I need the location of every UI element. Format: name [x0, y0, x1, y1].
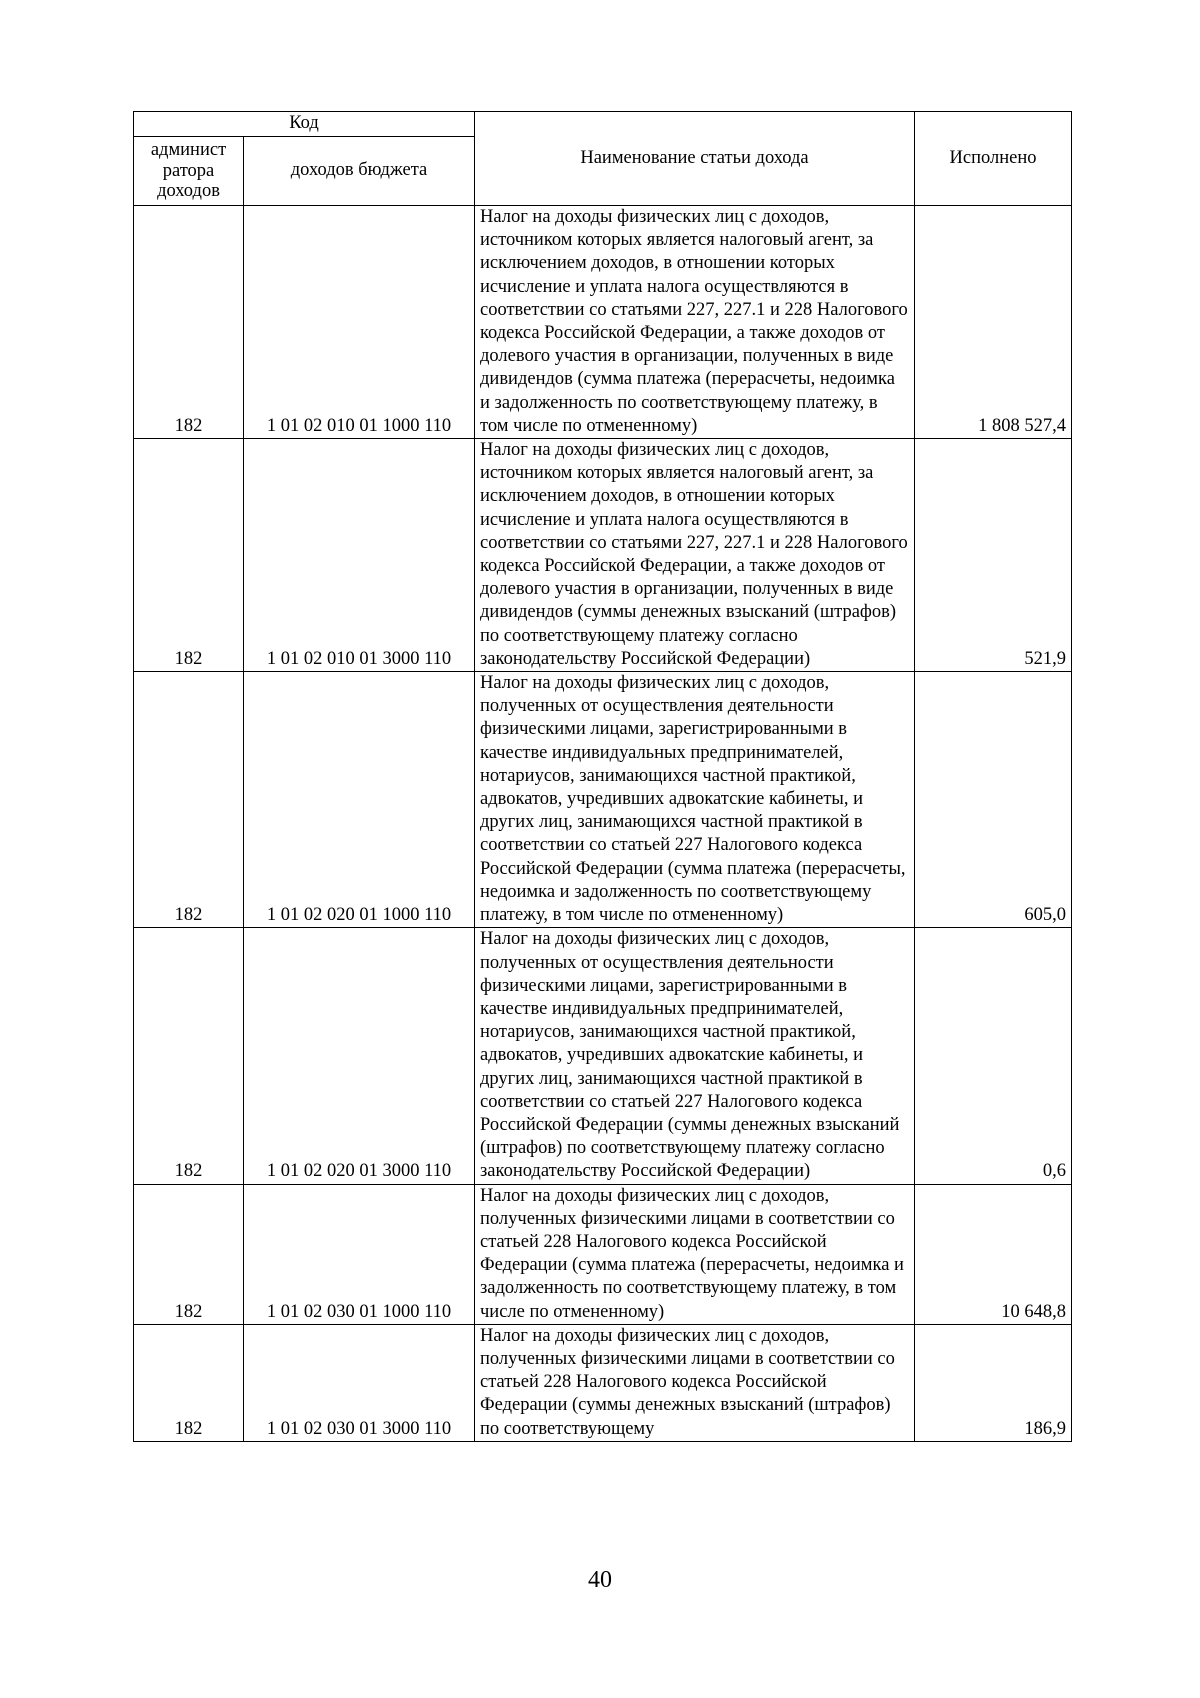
admin-code-cell: 182	[134, 1184, 244, 1324]
budget-code-column-header: доходов бюджета	[244, 137, 475, 206]
admin-code-cell: 182	[134, 439, 244, 672]
table-row	[134, 672, 1072, 928]
admin-code-cell: 182	[134, 1324, 244, 1441]
revenue-name-cell: Налог на доходы физических лиц с доходов, полученных от осуществления деятельности физическими лицами, зарегистрированными в качестве индивидуальных предпринимателей, нотариусов, занимающихся частной практикой, адвокатов, учредивших адвокатские кабинеты, и других лиц, занимающихся частной практикой в соответствии со статьей 227 Налогового кодекса Российской Федерации (суммы денежных взысканий (штрафов) по соответствующему платежу согласно законодательству Российской Федерации)	[475, 928, 915, 1184]
amount-cell: 10 648,8	[915, 1184, 1072, 1324]
amount-cell: 0,6	[915, 928, 1072, 1184]
revenue-name-cell: Налог на доходы физических лиц с доходов, источником которых является налоговый агент, за исключением доходов, в отношении которых исчисление и уплата налога осуществляются в соответствии со статьями 227, 227.1 и 228 Налогового кодекса Российской Федерации, а также доходов от долевого участия в организации, полученных в виде дивидендов (суммы денежных взысканий (штрафов) по соответствующему платежу согласно законодательству Российской Федерации)	[475, 439, 915, 672]
table-row	[134, 439, 1072, 672]
page-number: 40	[588, 1567, 612, 1593]
budget-code-cell: 1 01 02 010 01 1000 110	[244, 206, 475, 439]
revenue-name-cell: Налог на доходы физических лиц с доходов, источником которых является налоговый агент, за исключением доходов, в отношении которых исчисление и уплата налога осуществляются в соответствии со статьями 227, 227.1 и 228 Налогового кодекса Российской Федерации, а также доходов от долевого участия в организации, полученных в виде дивидендов (сумма платежа (перерасчеты, недоимка и задолженность по соответствующему платежу, в том числе по отмененному)	[475, 206, 915, 439]
table-row	[134, 1324, 1072, 1441]
code-group-header: Код	[134, 112, 475, 137]
amount-cell: 605,0	[915, 672, 1072, 928]
revenue-name-cell: Налог на доходы физических лиц с доходов, полученных от осуществления деятельности физическими лицами, зарегистрированными в качестве индивидуальных предпринимателей, нотариусов, занимающихся частной практикой, адвокатов, учредивших адвокатские кабинеты, и других лиц, занимающихся частной практикой в соответствии со статьей 227 Налогового кодекса Российской Федерации (сумма платежа (перерасчеты, недоимка и задолженность по соответствующему платежу, в том числе по отмененному)	[475, 672, 915, 928]
budget-code-cell: 1 01 02 020 01 1000 110	[244, 672, 475, 928]
budget-code-cell: 1 01 02 010 01 3000 110	[244, 439, 475, 672]
amount-cell: 1 808 527,4	[915, 206, 1072, 439]
table-row	[134, 1184, 1072, 1324]
table-row	[134, 206, 1072, 439]
table-row	[134, 928, 1072, 1184]
amount-cell: 186,9	[915, 1324, 1072, 1441]
budget-code-cell: 1 01 02 020 01 3000 110	[244, 928, 475, 1184]
name-column-header: Наименование статьи дохода	[475, 112, 915, 206]
header-row-top	[134, 112, 1072, 137]
budget-code-cell: 1 01 02 030 01 3000 110	[244, 1324, 475, 1441]
admin-code-cell: 182	[134, 672, 244, 928]
admin-column-header: админист ратора доходов	[134, 137, 244, 206]
budget-code-cell: 1 01 02 030 01 1000 110	[244, 1184, 475, 1324]
admin-code-cell: 182	[134, 928, 244, 1184]
amount-column-header: Исполнено	[915, 112, 1072, 206]
revenue-table	[133, 111, 1072, 1442]
admin-code-cell: 182	[134, 206, 244, 439]
revenue-name-cell: Налог на доходы физических лиц с доходов, полученных физическими лицами в соответствии со статьей 228 Налогового кодекса Российской Федерации (сумма платежа (перерасчеты, недоимка и задолженность по соответствующему платежу, в том числе по отмененному)	[475, 1184, 915, 1324]
amount-cell: 521,9	[915, 439, 1072, 672]
revenue-name-cell: Налог на доходы физических лиц с доходов, полученных физическими лицами в соответствии со статьей 228 Налогового кодекса Российской Федерации (суммы денежных взысканий (штрафов) по соответствующему	[475, 1324, 915, 1441]
